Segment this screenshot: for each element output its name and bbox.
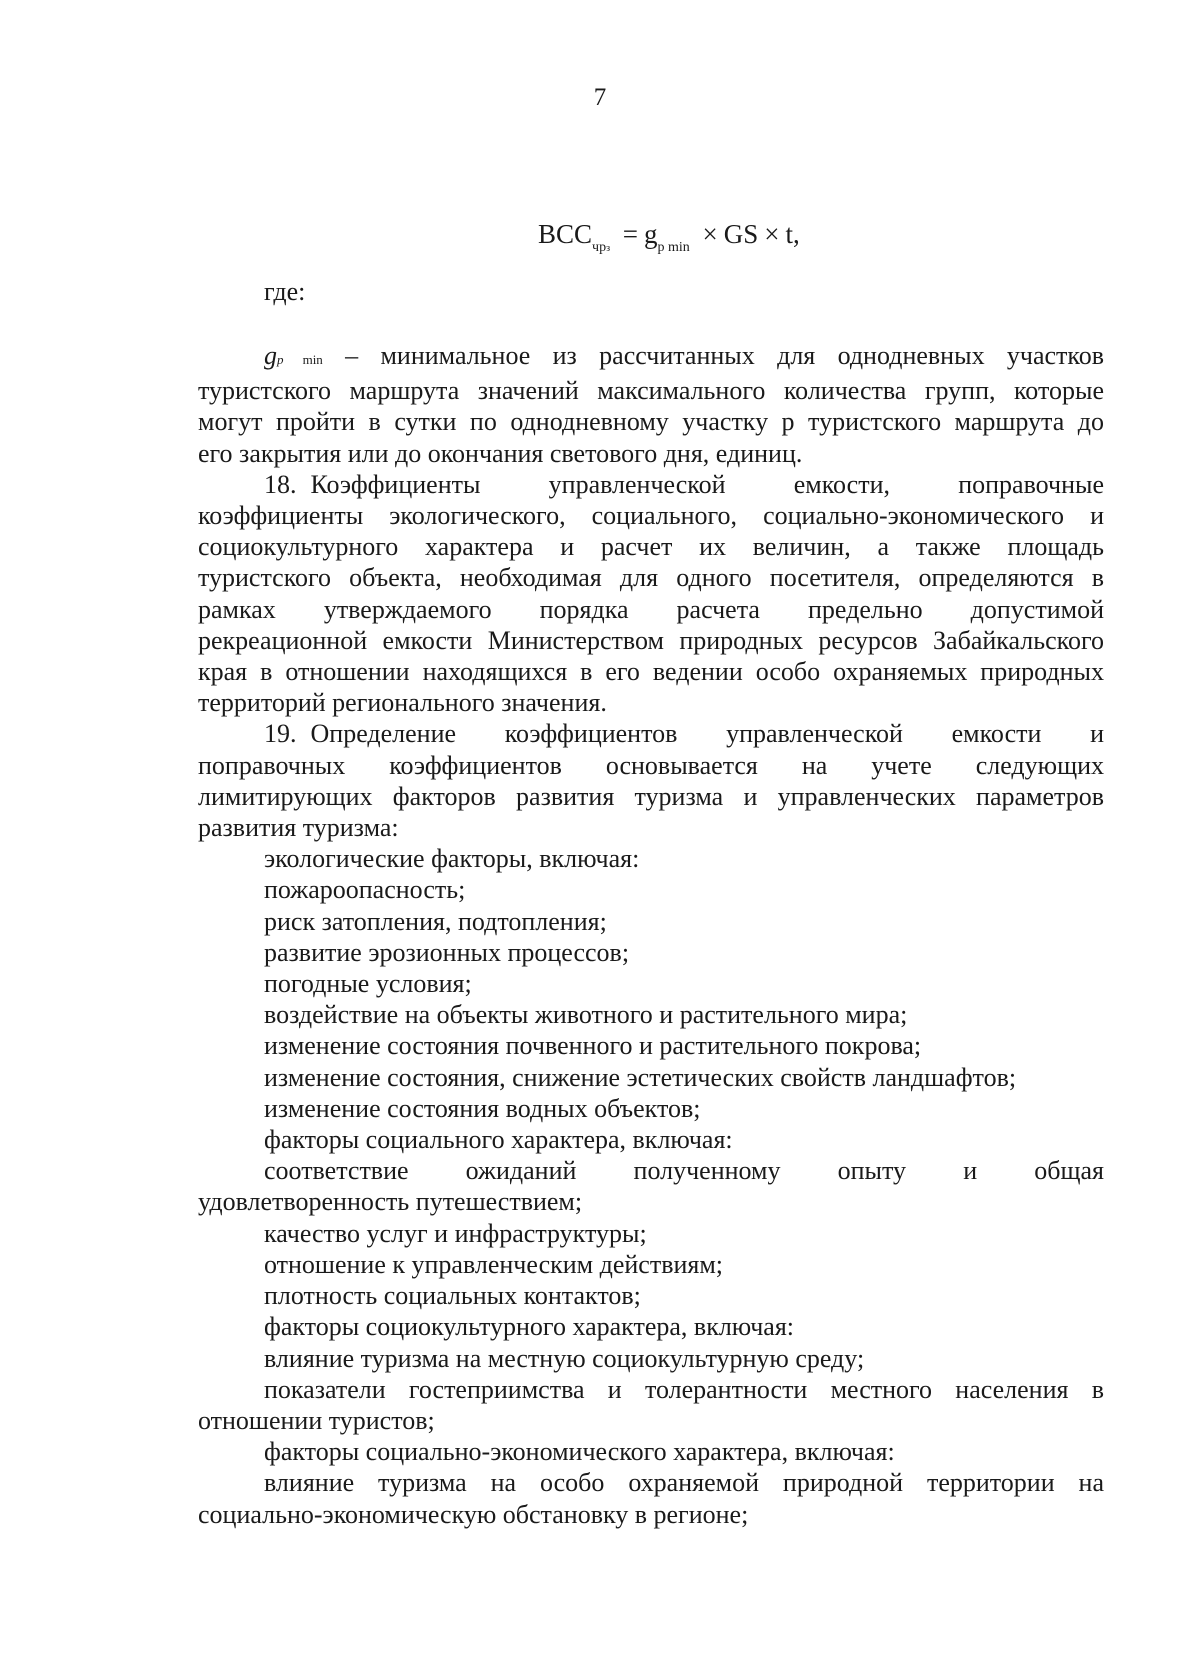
definition-text-1: – минимальное из рассчитанных для однодневных участков (322, 341, 1104, 370)
item19-line-3: лимитирующих факторов развития туризма и управленческих параметров (198, 781, 1104, 811)
formula-times-1: × (702, 219, 718, 249)
g-symbol-subscript (277, 352, 323, 367)
formula-times-2: × (764, 219, 780, 249)
factor-line: риск затопления, подтопления; (264, 906, 607, 936)
formula-lhs-sub-main: чр (592, 240, 607, 255)
factor-line: отношение к управленческим действиям; (264, 1249, 724, 1279)
formula-lhs-sub-index: з (606, 243, 611, 254)
item18-line-6: рекреационной емкости Министерством природных ресурсов Забайкальского (198, 625, 1104, 655)
formula-lhs: BCC (538, 219, 593, 249)
factor-line: изменение состояния, снижение эстетических свойств ландшафтов; (264, 1062, 1017, 1092)
item19-line-4: развития туризма: (198, 813, 399, 843)
factor-line: воздействие на объекты животного и растительного мира; (264, 1000, 908, 1030)
factor-line: экологические факторы, включая: (264, 844, 640, 874)
social-expectations-line-2: удовлетворенность путешествием; (198, 1187, 583, 1217)
item18-number: 18. (264, 469, 297, 499)
factor-line: погодные условия; (264, 969, 472, 999)
item19-line-1 (198, 718, 1104, 749)
definition-line-3: могут пройти в сутки по однодневному участку р туристского маршрута до (198, 407, 1104, 437)
item19-text-1: Определение коэффициентов управленческой емкости и (310, 719, 1104, 749)
definition-line-2: туристского маршрута значений максимального количества групп, которые (198, 376, 1104, 406)
formula-gs: GS (723, 219, 759, 249)
factor-line: факторы социокультурного характера, включая: (264, 1312, 795, 1342)
item18-line-3: социокультурного характера и расчет их величин, а также площадь (198, 532, 1104, 562)
g-symbol: g (264, 341, 277, 370)
where-label: где: (264, 277, 306, 306)
formula-lhs-subscript (592, 240, 610, 255)
social-expectations-line-1: соответствие ожиданий полученному опыту и общая (264, 1156, 1104, 1186)
item18-text-1: Коэффициенты управленческой емкости, поправочные (310, 469, 1104, 499)
formula-equals: = (622, 219, 639, 249)
factor-line: влияние туризма на местную социокультурную среду; (264, 1343, 865, 1373)
item19-line-2: поправочных коэффициентов основывается на учете следующих (198, 750, 1104, 780)
formula-g-subscript: p min (657, 240, 690, 255)
item18-line-1 (198, 469, 1104, 500)
factor-line: плотность социальных контактов; (264, 1281, 641, 1311)
factor-line: развитие эрозионных процессов; (264, 937, 630, 967)
definition-line-4: его закрытия или до окончания светового дня, единиц. (198, 438, 803, 468)
factor-line: изменение состояния почвенного и растительного покрова; (264, 1031, 922, 1061)
definition-line-1 (198, 340, 1104, 375)
page-number: 7 (593, 84, 607, 111)
formula (538, 219, 800, 255)
factor-line: качество услуг и инфраструктуры; (264, 1218, 647, 1248)
factor-line: изменение состояния водных объектов; (264, 1093, 701, 1123)
factor-line: факторы социально-экономического характера, включая: (264, 1437, 895, 1467)
g-sub-p: p (277, 352, 284, 367)
factor-line: пожароопасность; (264, 875, 466, 905)
formula-t: t, (785, 219, 800, 249)
hospitality-line-2: отношении туристов; (198, 1405, 435, 1435)
hospitality-line-1: показатели гостеприимства и толерантности местного населения в (264, 1374, 1104, 1404)
document-body (198, 340, 1104, 1530)
item18-line-8: территорий регионального значения. (198, 688, 607, 718)
g-sub-min: min (302, 352, 323, 367)
item19-number: 19. (264, 719, 297, 749)
item18-line-4: туристского объекта, необходимая для одного посетителя, определяются в (198, 563, 1104, 593)
item18-line-2: коэффициенты экологического, социального, социально-экономического и (198, 501, 1104, 531)
formula-g: g (644, 219, 658, 249)
item18-line-5: рамках утверждаемого порядка расчета предельно допустимой (198, 594, 1104, 624)
item18-line-7: края в отношении находящихся в его ведении особо охраняемых природных (198, 657, 1104, 687)
factor-line: факторы социального характера, включая: (264, 1125, 733, 1155)
impact-line-1: влияние туризма на особо охраняемой природной территории на (264, 1468, 1104, 1498)
impact-line-2: социально-экономическую обстановку в регионе; (198, 1499, 749, 1529)
